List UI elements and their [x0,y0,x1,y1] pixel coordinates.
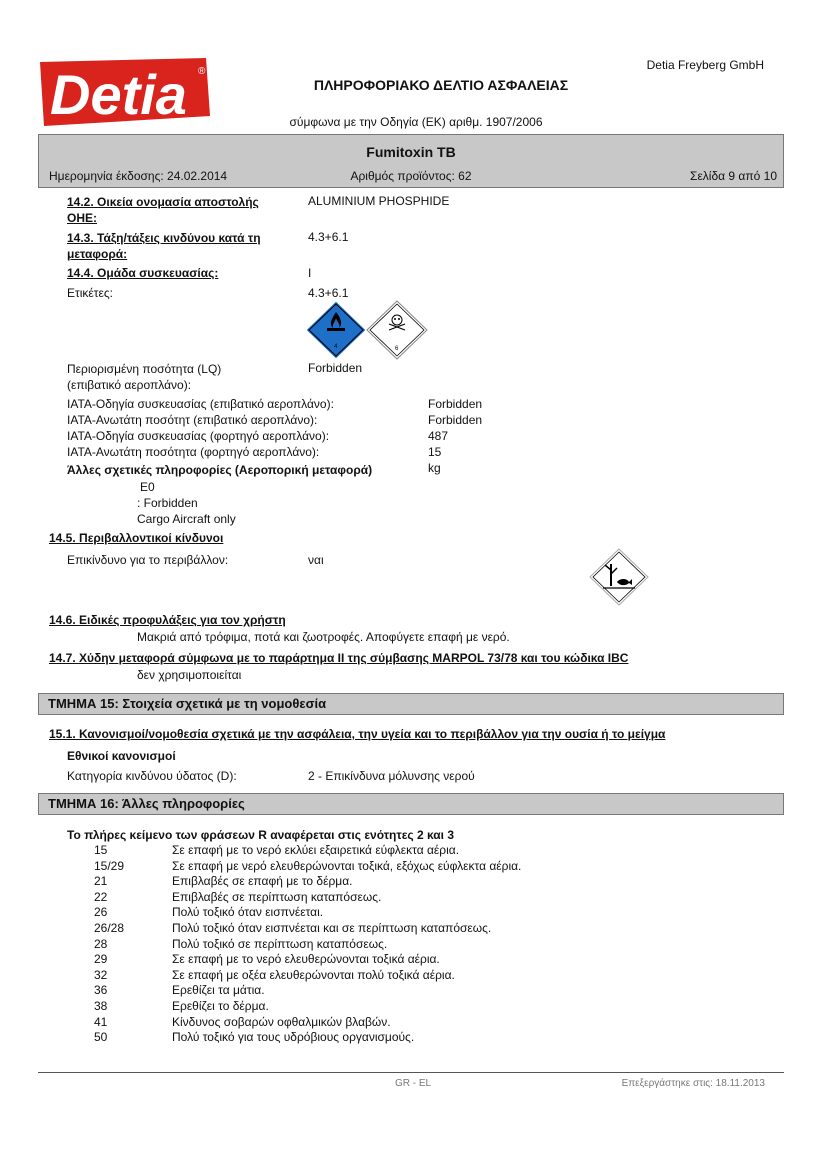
doc-title: ΠΛΗΡΟΦΟΡΙΑΚΟ ΔΕΛΤΙΟ ΑΣΦΑΛΕΙΑΣ [313,77,569,93]
r-phrase-code: 28 [94,936,108,951]
r-phrase-text: Ερεθίζει τα μάτια. [172,983,265,998]
lq-key: Περιορισμένη ποσότητα (LQ) (επιβατικό αεροπλάνο): [67,362,222,392]
env-key: Επικίνδυνο για το περιβάλλον: [67,553,229,567]
other-info-line-3: Cargo Aircraft only [137,512,236,526]
doc-subtitle: σύμφωνα με την Οδηγία (ΕΚ) αριθμ. 1907/2006 [289,115,543,129]
r-phrase-row [0,968,822,984]
r-phrase-row [0,874,822,890]
section-15-header: ΤΜΗΜΑ 15: Στοιχεία σχετικά με τη νομοθεσία [38,693,784,715]
r-phrase-text: Σε επαφή με το νερό εκλύει εξαιρετικά εύφλεκτα αέρια. [172,843,460,857]
r-phrase-text: Κίνδυνος σοβαρών οφθαλμικών βλαβών. [172,1014,391,1029]
r-phrase-code: 41 [94,1014,108,1029]
environment-hazard-icon [589,548,649,606]
svg-text:Detia: Detia [50,63,187,126]
issue-date: Ημερομηνία έκδοσης: 24.02.2014 [49,169,228,183]
r-phrase-row [0,952,822,968]
heading-14-6: 14.6. Ειδικές προφυλάξεις για τον χρήστη [49,613,286,627]
r-phrase-code: 26/28 [94,921,125,935]
r-phrase-code: 38 [94,999,108,1013]
heading-14-2: 14.2. Οικεία ονομασία αποστολής ΟΗΕ: [67,195,259,225]
r-phrase-row [0,937,822,953]
r-phrase-row [0,983,822,999]
toxic-skull-icon [366,300,428,360]
r-phrase-row [0,905,822,921]
footer-language: GR - EL [395,1078,432,1089]
r-phrases-heading: Το πλήρες κείμενο των φράσεων R αναφέρεται στις ενότητες 2 και 3 [67,828,455,842]
r-phrase-text: Σε επαφή με οξέα ελευθερώνονται πολύ τοξικά αέρια. [172,967,455,982]
r-phrase-row [0,1015,822,1031]
other-info-line-2: : Forbidden [137,496,198,510]
r-phrase-code: 32 [94,967,108,982]
r-phrase-code: 29 [94,952,108,967]
r-phrase-text: Επιβλαβές σε επαφή με το δέρμα. [172,874,353,889]
value-14-6: Μακριά από τρόφιμα, ποτά και ζωοτροφές. Αποφύγετε επαφή με νερό. [137,630,510,644]
r-phrase-text: Πολύ τοξικό σε περίπτωση καταπόσεως. [172,936,388,951]
pictogram-class-4: 4 [334,344,338,350]
heading-14-7: 14.7. Χύδην μεταφορά σύμφωνα με το παράρτημα II της σύμβασης MARPOL 73/78 και του κώδικα IBC [49,651,629,665]
r-phrase-code: 15 [94,843,108,857]
heading-14-5: 14.5. Περιβαλλοντικοί κίνδυνοι [49,531,224,545]
product-name: Fumitoxin TB [366,144,456,160]
svg-text:®: ® [198,66,206,77]
iata-row: IATA-Ανωτάτη ποσότητ (επιβατικό αεροπλάνο): Forbidden [67,413,483,427]
iata-row: IATA-Ανωτάτη ποσότητα (φορτηγό αεροπλάνο): 15 kg [67,445,442,475]
r-phrase-text: Πολύ τοξικό όταν εισπνέεται. [172,905,324,920]
labels-key: Ετικέτες: [67,286,113,300]
r-phrase-text: Πολύ τοξικό για τους υδρόβιους οργανισμούς. [172,1030,415,1045]
r-phrase-code: 36 [94,983,108,998]
env-value: ναι [308,553,324,567]
heading-15-1: 15.1. Κανονισμοί/νομοθεσία σχετικά με την ασφάλεια, την υγεία και το περιβάλλον για την ουσία ή το μείγμα [49,727,666,741]
iata-row: IATA-Οδηγία συσκευασίας (επιβατικό αεροπλάνο): Forbidden [67,397,483,411]
r-phrase-row [0,890,822,906]
r-phrase-code: 50 [94,1030,108,1045]
value-14-3: 4.3+6.1 [308,230,349,244]
value-14-7: δεν χρησιμοποιείται [137,668,242,682]
section-16-header: ΤΜΗΜΑ 16: Άλλες πληροφορίες [38,793,784,815]
product-number: Αριθμός προϊόντος: 62 [350,169,472,183]
r-phrase-row [0,843,822,859]
r-phrase-row [0,921,822,937]
footer-divider [38,1072,784,1073]
r-phrase-text: Σε επαφή με το νερό ελευθερώνονται τοξικά αέρια. [172,952,440,967]
r-phrase-code: 15/29 [94,858,125,873]
page-number: Σελίδα 9 από 10 [690,169,777,183]
labels-value: 4.3+6.1 [308,286,349,300]
heading-14-3: 14.3. Τάξη/τάξεις κινδύνου κατά τη μεταφορά: [67,231,261,261]
r-phrase-code: 26 [94,905,108,920]
national-regulations: Εθνικοί κανονισμοί [67,749,176,763]
value-14-4: I [308,266,312,280]
r-phrase-row [0,999,822,1015]
r-phrase-row [0,859,822,875]
r-phrase-text: Επιβλαβές σε περίπτωση καταπόσεως. [172,889,382,904]
r-phrase-text: Ερεθίζει το δέρμα. [172,999,269,1013]
r-phrase-text: Πολύ τοξικό όταν εισπνέεται και σε περίπτωση καταπόσεως. [172,921,492,935]
wgk-key: Κατηγορία κινδύνου ύδατος (D): [67,769,237,783]
r-phrase-row [0,1030,822,1046]
dangerous-when-wet-icon [305,300,367,360]
wgk-value: 2 - Επικίνδυνα μόλυνσης νερού [308,769,475,783]
company-name: Detia Freyberg GmbH [646,58,764,72]
r-phrase-code: 21 [94,874,108,889]
other-info-line-1: E0 [140,480,155,494]
other-info-heading: Άλλες σχετικές πληροφορίες (Αεροπορική μεταφορά) [67,463,373,477]
pictogram-class-6: 6 [395,346,399,352]
product-header [38,134,784,188]
r-phrase-code: 22 [94,889,108,904]
value-14-2: ALUMINIUM PHOSPHIDE [308,194,450,208]
heading-14-4: 14.4. Ομάδα συσκευασίας: [67,266,219,280]
r-phrase-text: Σε επαφή με νερό ελευθερώνονται τοξικά, εξόχως εύφλεκτα αέρια. [172,858,522,873]
lq-value: Forbidden [308,361,363,375]
footer-revised-date: Επεξεργάστηκε στις: 18.11.2013 [621,1078,765,1089]
iata-row: IATA-Οδηγία συσκευασίας (φορτηγό αεροπλάνο): 487 [67,429,449,443]
